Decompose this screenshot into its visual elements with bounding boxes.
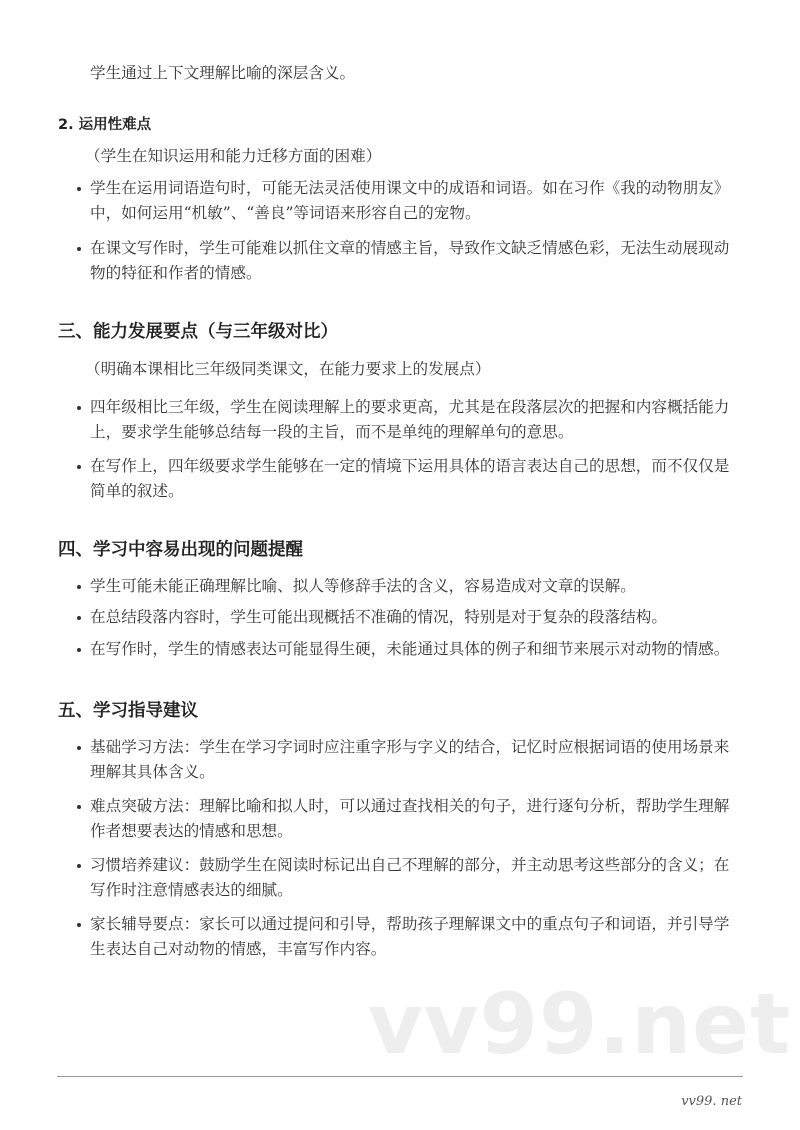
footer-divider — [57, 1076, 743, 1077]
list-item: 习惯培养建议：鼓励学生在阅读时标记出自己不理解的部分，并主动思考这些部分的含义；在写作时注意情感表达的细腻。 — [90, 853, 744, 903]
list-item: 学生在运用词语造句时，可能无法灵活使用课文中的成语和词语。如在习作《我的动物朋友》中，如何运用“机敏”、“善良”等词语来形容自己的宠物。 — [90, 176, 744, 226]
list-item: 难点突破方法：理解比喻和拟人时，可以通过查找相关的句子，进行逐句分析，帮助学生理解作者想要表达的情感和思想。 — [90, 794, 744, 844]
footer-site: vv99. net — [681, 1094, 742, 1109]
list-item: 在写作时，学生的情感表达可能显得生硬，未能通过具体的例子和细节来展示对动物的情感。 — [90, 637, 744, 662]
list-item: 四年级相比三年级，学生在阅读理解上的要求更高，尤其是在段落层次的把握和内容概括能力上，要求学生能够总结每一段的主旨，而不是单纯的理解单句的意思。 — [90, 395, 744, 445]
list-item: 基础学习方法：学生在学习字词时应注重字形与字义的结合，记忆时应根据词语的使用场景来理解其具体含义。 — [90, 735, 744, 785]
list-item: 在总结段落内容时，学生可能出现概括不准确的情况，特别是对于复杂的段落结构。 — [90, 605, 744, 630]
list-item: 在课文写作时，学生可能难以抓住文章的情感主旨，导致作文缺乏情感色彩，无法生动展现动物的特征和作者的情感。 — [90, 236, 744, 286]
section-title: 三、能力发展要点（与三年级对比） — [58, 322, 338, 342]
subsection-title: 2. 运用性难点 — [58, 117, 152, 133]
list-item: 在写作上，四年级要求学生能够在一定的情境下运用具体的语言表达自己的思想，而不仅仅是简单的叙述。 — [90, 454, 744, 504]
list-item: 学生可能未能正确理解比喻、拟人等修辞手法的含义，容易造成对文章的误解。 — [90, 574, 744, 599]
watermark: vv99.net — [368, 975, 792, 1073]
subsection-note: （学生在知识运用和能力迁移方面的困难） — [85, 147, 382, 165]
intro-line: 学生通过上下文理解比喻的深层含义。 — [90, 64, 356, 82]
list-item: 家长辅导要点：家长可以通过提问和引导，帮助孩子理解课文中的重点句子和词语，并引导学生表达自己对动物的情感，丰富写作内容。 — [90, 912, 744, 962]
section-title: 四、学习中容易出现的问题提醒 — [58, 540, 303, 560]
section-title: 五、学习指导建议 — [58, 701, 198, 721]
section-note: （明确本课相比三年级同类课文，在能力要求上的发展点） — [85, 360, 491, 378]
